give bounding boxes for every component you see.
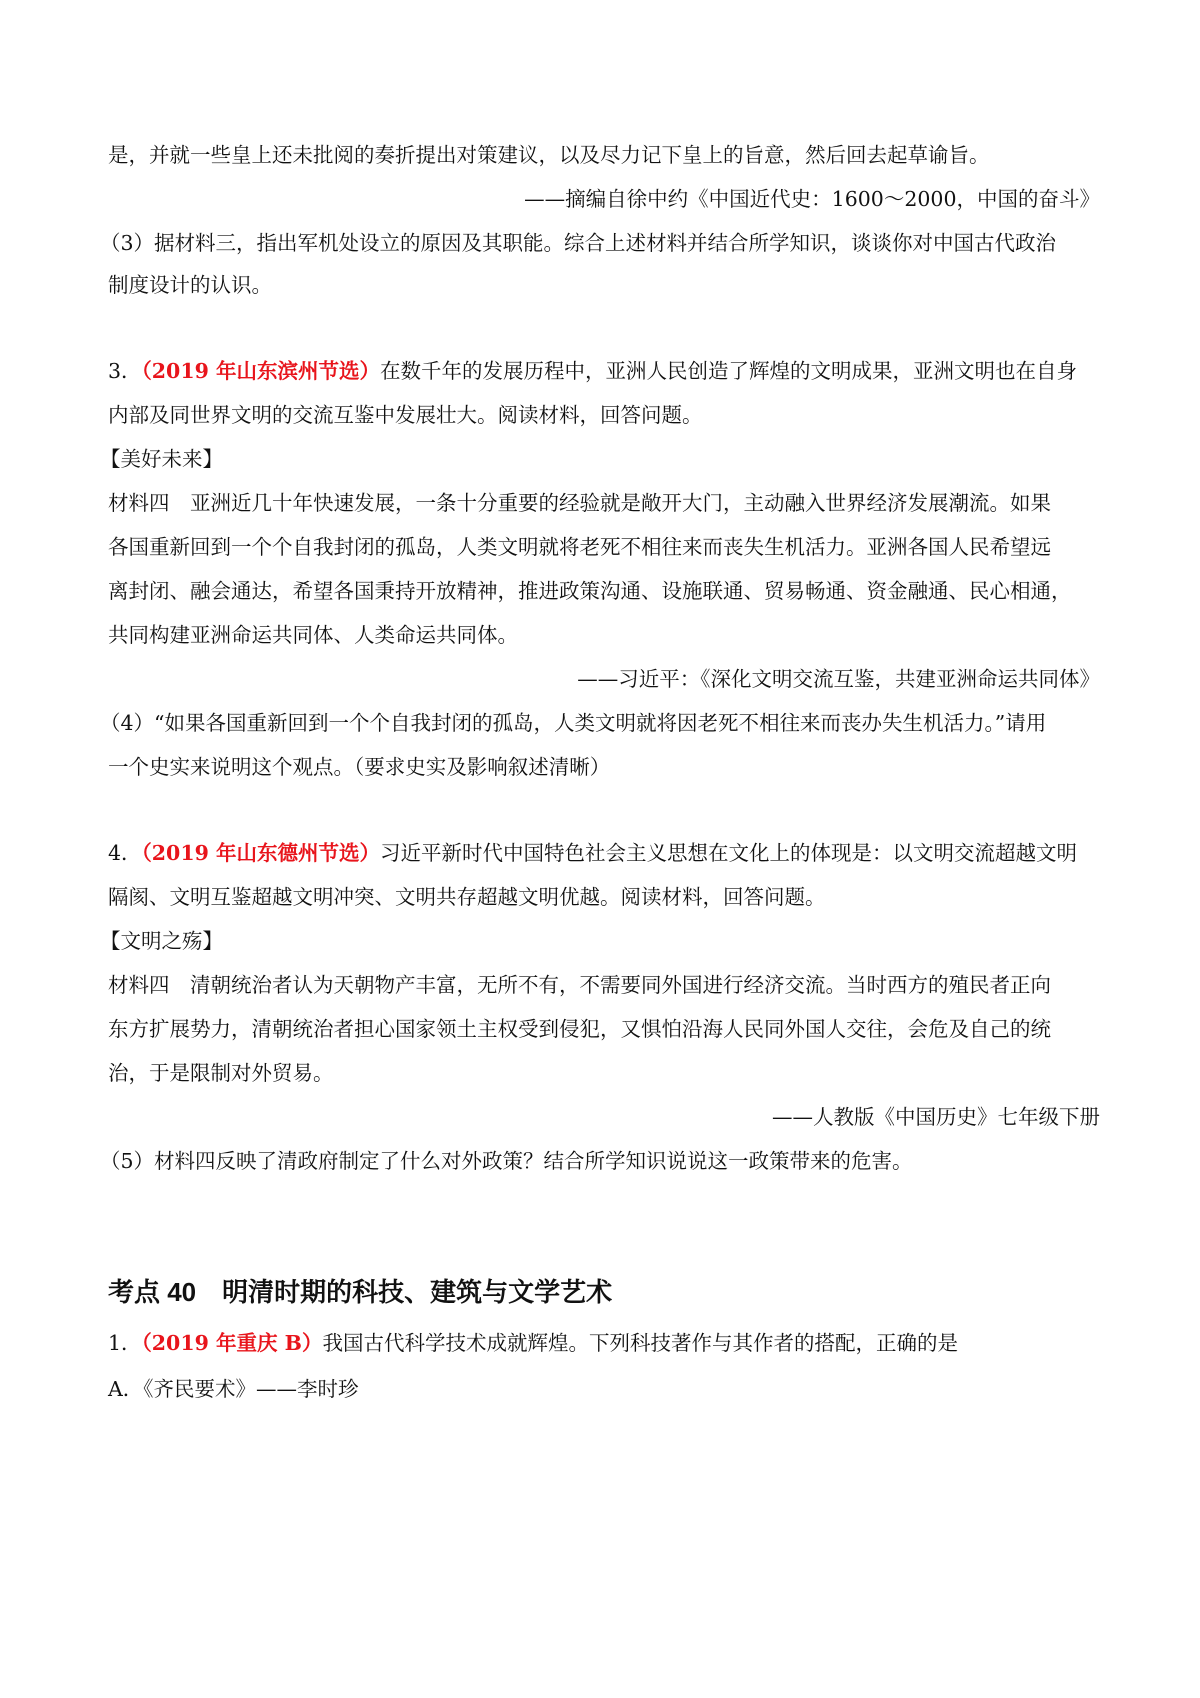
q2-text-line: 是，并就一些皇上还未批阅的奏折提出对策建议，以及尽力记下皇上的旨意，然后回去起草谕旨。 — [108, 143, 990, 167]
q3-intro — [108, 356, 1100, 386]
q4-intro — [108, 838, 1100, 868]
q3-material-line: 离封闭、融会通达，希望各国秉持开放精神，推进政策沟通、设施联通、贸易畅通、资金融通、民心相通， — [108, 579, 1072, 603]
q3-source: ——习近平：《深化文明交流互鉴，共建亚洲命运共同体》 — [577, 667, 1100, 691]
q3-question-line: 一个史实来说明这个观点。（要求史实及影响叙述清晰） — [108, 755, 611, 779]
section-heading — [108, 1274, 1100, 1310]
question-intro: 习近平新时代中国特色社会主义思想在文化上的体现是：以文明交流超越文明 — [380, 841, 1077, 865]
q4-source: ——人教版《中国历史》七年级下册 — [772, 1105, 1100, 1129]
q3-question-line: （4）“如果各国重新回到一个个自我封闭的孤岛，人类文明就将因老死不相往来而丧办失生机活力。”请用 — [100, 711, 1047, 735]
q4-material-line: 东方扩展势力，清朝统治者担心国家领土主权受到侵犯，又惧怕沿海人民同外国人交往，会危及自己的统 — [108, 1017, 1051, 1041]
q3-section-label: 【美好未来】 — [100, 447, 223, 471]
q40-1-stem — [108, 1328, 1100, 1358]
question-number: 3． — [108, 359, 142, 383]
q3-material-line: 材料四 亚洲近几十年快速发展，一条十分重要的经验就是敞开大门，主动融入世界经济发展潮流。如果 — [108, 491, 1051, 515]
option-a: A．《齐民要术》——李时珍 — [108, 1377, 359, 1401]
question-intro: 在数千年的发展历程中，亚洲人民创造了辉煌的文明成果，亚洲文明也在自身 — [380, 359, 1077, 383]
q2-question-line: 制度设计的认识。 — [108, 273, 272, 297]
q4-material-line: 治，于是限制对外贸易。 — [108, 1061, 334, 1085]
q4-question: （5）材料四反映了清政府制定了什么对外政策？结合所学知识说说这一政策带来的危害。 — [100, 1149, 913, 1173]
question-text: 我国古代科学技术成就辉煌。下列科技著作与其作者的搭配，正确的是 — [322, 1331, 958, 1355]
question-number: 1． — [108, 1331, 142, 1355]
q4-section-label: 【文明之殇】 — [100, 929, 223, 953]
q2-question-line: （3）据材料三，指出军机处设立的原因及其职能。综合上述材料并结合所学知识，谈谈你对中国古代政治 — [100, 231, 1057, 255]
q4-intro-line: 隔阂、文明互鉴超越文明冲突、文明共存超越文明优越。阅读材料，回答问题。 — [108, 885, 826, 909]
question-number: 4． — [108, 841, 142, 865]
q3-material-line: 各国重新回到一个个自我封闭的孤岛，人类文明就将老死不相往来而丧失生机活力。亚洲各国人民希望远 — [108, 535, 1051, 559]
q2-source: ——摘编自徐中约《中国近代史：1600～2000，中国的奋斗》 — [524, 187, 1100, 211]
q3-intro-line: 内部及同世界文明的交流互鉴中发展壮大。阅读材料，回答问题。 — [108, 403, 703, 427]
section-number: 考点 40 — [108, 1277, 197, 1307]
q4-material-line: 材料四 清朝统治者认为天朝物产丰富，无所不有，不需要同外国进行经济交流。当时西方的殖民者正向 — [108, 973, 1051, 997]
question-source-tag: （2019 年山东滨州节选） — [141, 359, 380, 383]
question-source-tag: （2019 年重庆 B） — [141, 1331, 323, 1355]
question-source-tag: （2019 年山东德州节选） — [141, 841, 380, 865]
q3-material-line: 共同构建亚洲命运共同体、人类命运共同体。 — [108, 623, 518, 647]
section-title: 明清时期的科技、建筑与文学艺术 — [222, 1277, 613, 1307]
